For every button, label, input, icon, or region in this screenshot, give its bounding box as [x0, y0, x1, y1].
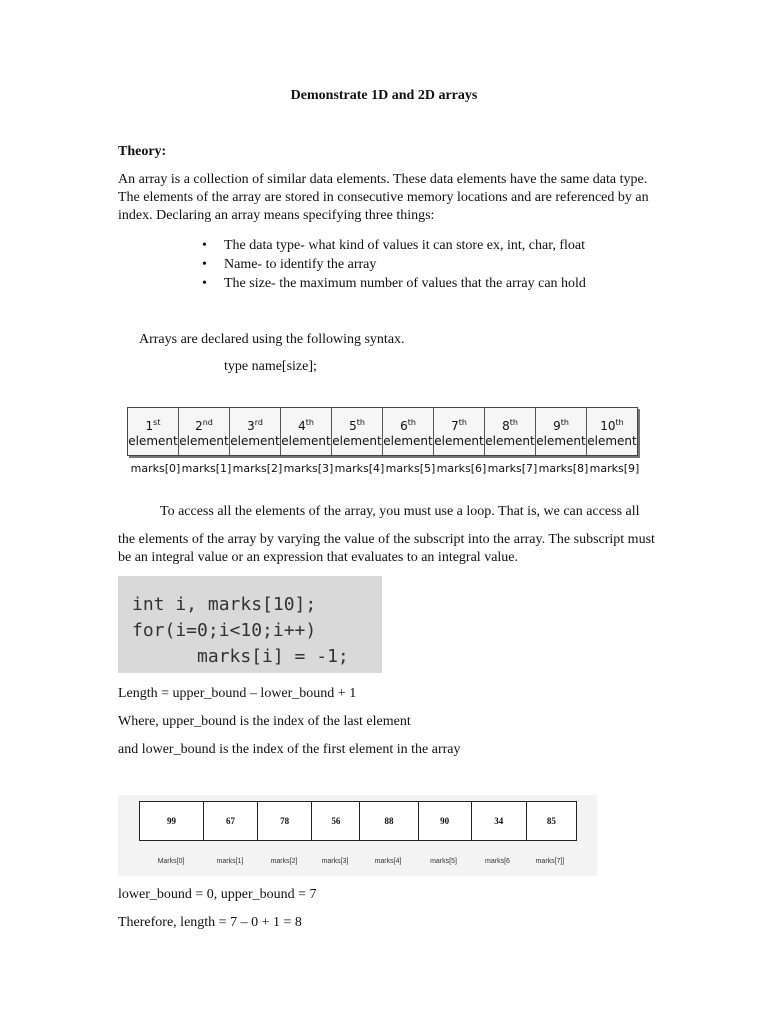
ordinal-number: 9	[553, 418, 561, 433]
element-word: element	[332, 433, 382, 448]
element-ordinal	[195, 415, 213, 434]
array-index-label: marks[8]	[538, 462, 589, 475]
array-value-cell: 78	[258, 802, 312, 840]
array-value-cell: 88	[360, 802, 418, 840]
bullet-item: • The size- the maximum number of values that the array can hold	[118, 274, 586, 293]
array-value-label: marks[5]	[430, 858, 457, 865]
syntax-intro: Arrays are declared using the following syntax.	[139, 332, 405, 347]
ordinal-number: 7	[451, 418, 459, 433]
array-index-label: marks[2]	[232, 462, 283, 475]
where-line-1: Where, upper_bound is the index of the last element	[118, 714, 411, 729]
ordinal-suffix: th	[560, 417, 569, 427]
array-element-cell	[281, 408, 332, 455]
array-index-label: marks[6]	[436, 462, 487, 475]
element-word: element	[128, 433, 178, 448]
array-element-cell	[383, 408, 434, 455]
array-diagram-values	[118, 795, 597, 876]
syntax-line: type name[size];	[224, 359, 317, 374]
bullet-item: • Name- to identify the array	[118, 255, 586, 274]
array-element-cell	[230, 408, 281, 455]
element-ordinal	[553, 415, 569, 434]
array-index-row	[130, 462, 640, 475]
array-element-cell	[587, 408, 637, 455]
array-value-cell: 85	[546, 816, 556, 826]
element-ordinal	[400, 415, 416, 434]
code-line: int i, marks[10];	[132, 594, 317, 615]
access-paragraph-line-1: To access all the elements of the array, you must use a loop. That is, we can access all	[160, 504, 640, 519]
bullet-item: • The data type- what kind of values it can store ex, int, char, float	[118, 236, 586, 255]
array-index-label: marks[1]	[181, 462, 232, 475]
ordinal-number: 10	[600, 418, 616, 433]
element-word: element	[434, 433, 484, 448]
array-values-row	[139, 801, 577, 841]
array-elements-row	[127, 407, 638, 456]
page-title: Demonstrate 1D and 2D arrays	[290, 88, 478, 103]
element-ordinal	[502, 415, 518, 434]
ordinal-suffix: rd	[254, 417, 263, 427]
array-index-label: marks[3]	[283, 462, 334, 475]
ordinal-number: 6	[400, 418, 408, 433]
ordinal-number: 8	[502, 418, 510, 433]
array-element-cell	[332, 408, 383, 455]
element-ordinal	[451, 415, 467, 434]
ordinal-suffix: th	[356, 417, 365, 427]
ordinal-number: 4	[298, 418, 306, 433]
ordinal-number: 2	[195, 418, 203, 433]
bullet-list	[118, 236, 586, 293]
element-word: element	[281, 433, 331, 448]
ordinal-number: 1	[145, 418, 154, 433]
array-index-label: marks[9]	[589, 462, 640, 475]
code-line: for(i=0;i<10;i++)	[132, 620, 317, 641]
therefore-line: Therefore, length = 7 – 0 + 1 = 8	[118, 915, 302, 930]
intro-paragraph: An array is a collection of similar data elements. These data elements have the same data type. The elements of the array are stored in consecutive memory locations and are referenced by an index. Declaring an array means specifying three things:	[118, 172, 649, 223]
section-heading: Theory:	[118, 144, 167, 159]
element-ordinal	[600, 415, 624, 434]
array-value-label: marks[2]	[270, 858, 298, 865]
array-index-label: marks[7]	[487, 462, 538, 475]
element-ordinal	[298, 415, 314, 434]
array-value-cell: 99	[140, 802, 204, 840]
array-element-cell	[434, 408, 485, 455]
ordinal-suffix: nd	[202, 417, 213, 427]
element-ordinal	[247, 415, 263, 434]
array-element-cell	[179, 408, 230, 455]
array-labels-row	[139, 858, 575, 865]
array-element-cell	[485, 408, 536, 455]
ordinal-number: 5	[349, 418, 357, 433]
element-word: element	[383, 433, 433, 448]
array-element-cell	[128, 408, 179, 455]
code-line: marks[i] = -1;	[132, 646, 349, 667]
where-line-2: and lower_bound is the index of the first element in the array	[118, 742, 461, 757]
ordinal-suffix: th	[458, 417, 467, 427]
element-word: element	[536, 433, 586, 448]
element-ordinal	[349, 415, 365, 434]
array-value-label: marks[6	[485, 858, 510, 865]
bounds-line: lower_bound = 0, upper_bound = 7	[118, 887, 317, 902]
array-value-label: marks[7]]	[535, 858, 565, 865]
ordinal-suffix: th	[305, 417, 314, 427]
element-word: element	[230, 433, 280, 448]
code-snippet	[118, 576, 382, 673]
array-element-cell	[536, 408, 587, 455]
element-ordinal	[146, 415, 161, 434]
array-index-label: marks[5]	[385, 462, 436, 475]
array-value-label: marks[1]	[216, 858, 244, 865]
array-index-label: marks[4]	[334, 462, 385, 475]
ordinal-suffix: th	[615, 417, 624, 427]
array-value-cell: 67	[204, 802, 258, 840]
element-word: element	[485, 433, 535, 448]
ordinal-suffix: th	[407, 417, 416, 427]
element-word: element	[179, 433, 229, 448]
element-word: element	[587, 433, 637, 448]
array-value-label: Marks[0]	[157, 858, 185, 865]
ordinal-number: 3	[247, 418, 255, 433]
array-index-label: marks[0]	[130, 462, 181, 475]
array-value-label: marks[4]	[374, 858, 402, 865]
array-value-label: marks[3]	[321, 858, 349, 865]
array-value-cell: 56	[312, 802, 360, 840]
ordinal-suffix: th	[509, 417, 518, 427]
length-formula: Length = upper_bound – lower_bound + 1	[118, 686, 357, 701]
array-value-cell: 90	[419, 802, 472, 840]
ordinal-suffix: st	[153, 417, 161, 427]
array-value-cell: 34	[472, 802, 527, 840]
access-paragraph-line-2: the elements of the array by varying the value of the subscript into the array. The subscript must be an integral value or an expression that evaluates to an integral value.	[118, 532, 655, 565]
array-diagram-elements	[127, 407, 639, 479]
